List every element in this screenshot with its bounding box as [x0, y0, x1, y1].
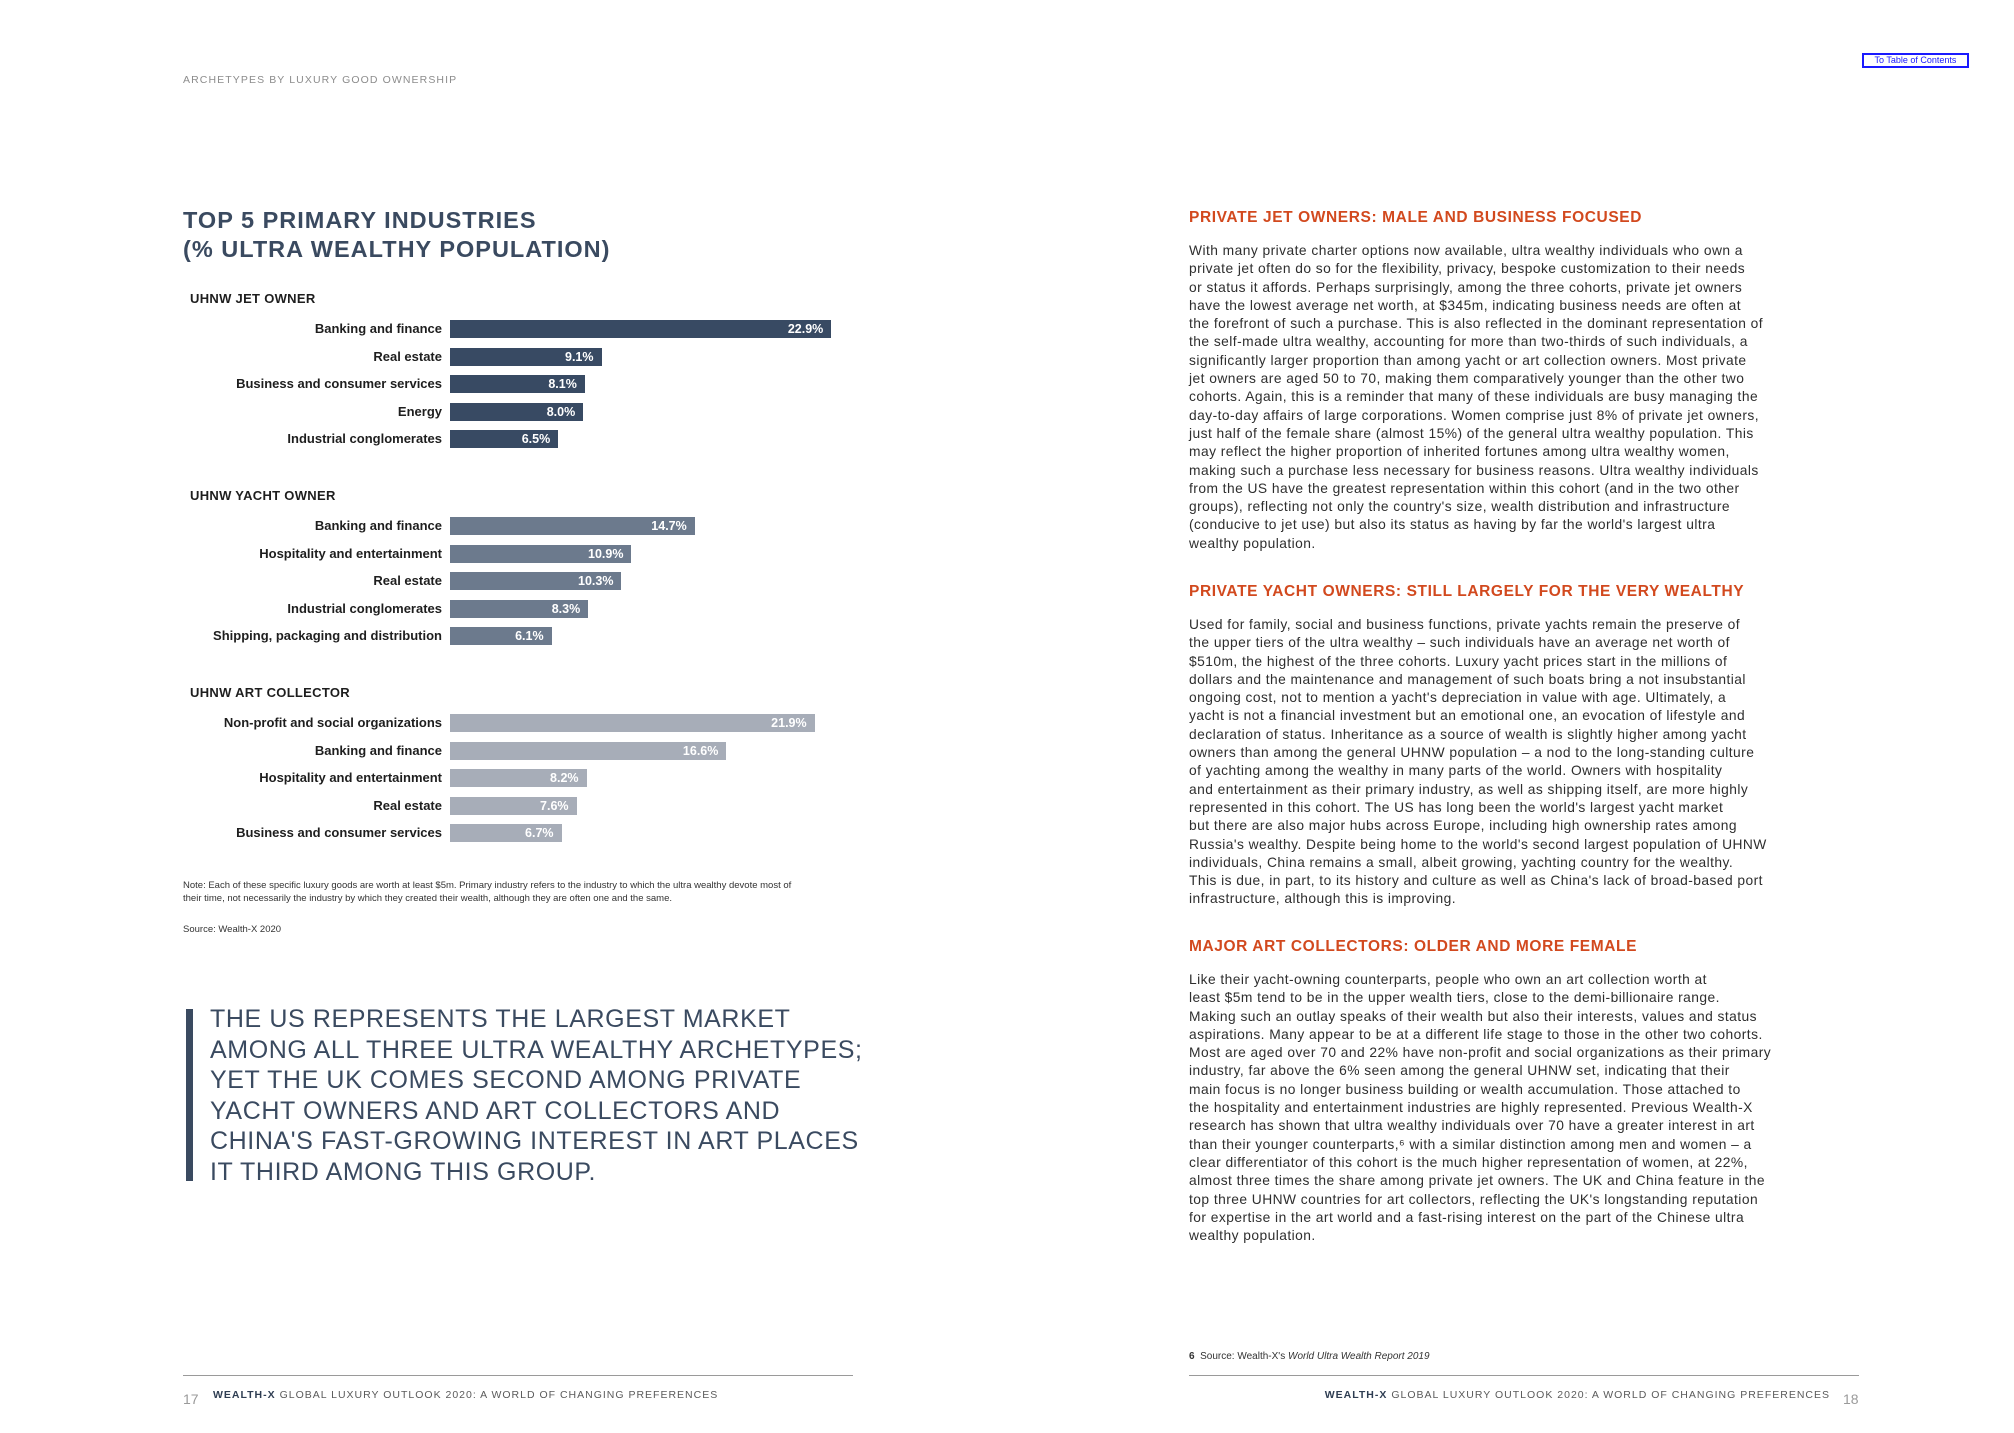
paragraph-line: $510m, the highest of the three cohorts. Luxury yacht prices start in the millions of	[1189, 653, 1728, 669]
chart-category-label: Business and consumer services	[236, 825, 442, 840]
paragraph-line: ongoing cost, not to mention a yacht's depreciation in value with age. Ultimately, a	[1189, 690, 1727, 706]
chart-title-line: TOP 5 PRIMARY INDUSTRIES	[183, 207, 537, 233]
chart-value-label: 14.7%	[651, 519, 687, 533]
quote-line: AMONG ALL THREE ULTRA WEALTHY ARCHETYPES;	[210, 1035, 863, 1064]
paragraph-line: yacht is not a financial investment but an emotional one, an evocation of lifestyle and	[1189, 708, 1746, 724]
footer-rule-left	[183, 1375, 853, 1376]
chart-category-label: Non-profit and social organizations	[223, 715, 442, 730]
paragraph-line: dollars and the maintenance and management of such boats bring a not insubstantial	[1189, 671, 1746, 687]
chart-value-label: 8.0%	[546, 404, 576, 419]
chart-value-label: 6.5%	[521, 432, 551, 446]
chart-value-label: 22.9%	[787, 322, 824, 336]
section-label: ARCHETYPES BY LUXURY GOOD OWNERSHIP	[183, 74, 458, 86]
paragraph-line: may reflect the higher proportion of inherited fortunes among ultra wealthy women,	[1189, 444, 1730, 460]
chart-group-title: UHNW YACHT OWNER	[190, 488, 336, 503]
chart-category-label: Real estate	[373, 797, 442, 813]
footer-brand: WEALTH-X	[213, 1389, 276, 1401]
chart-category-label: Business and consumer services	[236, 376, 442, 391]
page-number-right: 18	[1843, 1391, 1859, 1407]
paragraph-line: of yachting among the wealthy in many parts of the world. Owners with hospitality	[1189, 763, 1723, 779]
paragraph-line: Used for family, social and business functions, private yachts remain the preserve of	[1189, 617, 1741, 632]
quote-line: YACHT OWNERS AND ART COLLECTORS AND	[210, 1096, 781, 1125]
chart-category-label: Hospitality and entertainment	[259, 545, 442, 561]
paragraph-line: have the lowest average net worth, at $345m, indicating business needs are often at	[1189, 297, 1741, 313]
chart-source: Source: Wealth-X 2020	[183, 924, 282, 935]
paragraph-line: or status it affords. Perhaps surprisingly, among the three cohorts, private jet owners	[1189, 279, 1743, 295]
paragraph-line: from the US have the greatest representation within this cohort (and in the two other	[1189, 480, 1740, 496]
chart-value-label: 8.3%	[551, 601, 581, 616]
paragraph-line: individuals, China remains a small, albeit growing, yachting country for the wealthy.	[1189, 854, 1734, 870]
paragraph-line: just half of the female share (almost 15%) of the general ultra wealthy population. This	[1189, 425, 1754, 441]
paragraph-line: Like their yacht-owning counterparts, people who own an art collection worth at	[1189, 972, 1707, 987]
section-heading-yacht: PRIVATE YACHT OWNERS: STILL LARGELY FOR THE VERY WEALTHY	[1189, 583, 1745, 600]
chart-note: Note: Each of these specific luxury goods are worth at least $5m. Primary industry refers to the industry to which the ultra wealthy devote most of their time, not necessarily the industry by which they created their wealth, although they are often one and the same.	[183, 880, 792, 904]
paragraph-line: Making such an outlay speaks of their wealth but also their interests, values and status	[1189, 1008, 1758, 1024]
chart-category-label: Real estate	[373, 348, 442, 364]
footer-rule-right	[1189, 1375, 1859, 1376]
paragraph-line: least $5m tend to be in the upper wealth tiers, close to the demi-billionaire range.	[1189, 990, 1720, 1006]
chart-value-label: 6.7%	[525, 826, 554, 840]
paragraph-line: wealthy population.	[1189, 1228, 1316, 1244]
chart-value-label: 10.3%	[578, 574, 614, 588]
quote-line: IT THIRD AMONG THIS GROUP.	[210, 1157, 597, 1186]
chart-category-label: Industrial conglomerates	[287, 600, 442, 616]
chart-category-label: Shipping, packaging and distribution	[213, 628, 442, 643]
paragraph-line: wealthy population.	[1189, 535, 1316, 551]
paragraph-line: making such a purchase less necessary for business reasons. Ultra wealthy individuals	[1189, 462, 1759, 478]
paragraph-line: cohorts. Again, this is a reminder that many of these individuals are busy managing the	[1189, 389, 1759, 405]
chart-category-label: Real estate	[373, 573, 442, 588]
chart-category-label: Banking and finance	[314, 518, 442, 533]
paragraph-line: for expertise in the art world and a fast-rising interest on the part of the Chinese ultra	[1189, 1209, 1745, 1225]
page-number-left: 17	[183, 1391, 199, 1407]
chart-value-label: 9.1%	[565, 349, 594, 364]
paragraph-line: research has shown that ultra wealthy individuals over 70 have a greater interest in art	[1189, 1118, 1755, 1134]
paragraph-line: day-to-day affairs of large corporations. Women comprise just 8% of private jet owners,	[1189, 407, 1760, 423]
footnote	[1189, 1351, 1430, 1362]
footer-title: GLOBAL LUXURY OUTLOOK 2020: A WORLD OF CHANGING PREFERENCES	[1391, 1389, 1830, 1401]
paragraph-line: declaration of status. Inheritance as a source of wealth is slightly higher among yacht	[1189, 726, 1747, 742]
paragraph-line: significantly larger proportion than among yacht or art collection owners. Most private	[1189, 352, 1747, 368]
paragraph-line: private jet often do so for the flexibility, privacy, bespoke customization to their needs	[1189, 261, 1746, 277]
quote-line: THE US REPRESENTS THE LARGEST MARKET	[210, 1005, 791, 1033]
quote-line: YET THE UK COMES SECOND AMONG PRIVATE	[210, 1066, 802, 1094]
paragraph-line: the self-made ultra wealthy, accounting for more than two-thirds of such individuals, a	[1189, 334, 1748, 350]
footer-brand: WEALTH-X	[1324, 1389, 1388, 1401]
paragraph-line: This is due, in part, to its history and culture as well as China's lack of broad-based port	[1189, 873, 1763, 889]
chart-value-label: 8.2%	[550, 771, 579, 785]
paragraph-line: but there are also major hubs across Europe, including high ownership rates among	[1189, 818, 1737, 834]
chart-category-label: Hospitality and entertainment	[259, 770, 442, 785]
paragraph-line: (conducive to jet use) but also its status as having by far the world's largest ultra	[1189, 517, 1716, 533]
chart-title-line: (% ULTRA WEALTHY POPULATION)	[183, 236, 611, 262]
paragraph-line: infrastructure, although this is improving.	[1189, 891, 1457, 907]
section-body-art	[1189, 971, 1869, 1245]
footer-title-right	[1325, 1389, 1830, 1401]
chart-category-label: Banking and finance	[314, 742, 442, 758]
chart-group-title: UHNW JET OWNER	[190, 291, 316, 306]
paragraph-line: the upper tiers of the ultra wealthy – such individuals have an average net worth of	[1189, 635, 1730, 651]
footnote-number: 6	[1189, 1351, 1195, 1362]
table-of-contents-link[interactable]: To Table of Contents	[1862, 53, 1969, 68]
paragraph-line: and entertainment as their primary industry, as well as shipping itself, are more highly	[1189, 781, 1749, 797]
quote-accent-bar	[186, 1009, 193, 1181]
chart-category-label: Industrial conglomerates	[287, 431, 442, 446]
paragraph-line: jet owners are aged 50 to 70, making them comparatively younger than the other two	[1189, 371, 1745, 387]
paragraph-line: Most are aged over 70 and 22% have non-profit and social organizations as their primary	[1189, 1045, 1772, 1061]
chart-category-label: Energy	[397, 403, 442, 419]
paragraph-line: With many private charter options now available, ultra wealthy individuals who own a	[1189, 243, 1743, 258]
section-body-jet	[1189, 242, 1869, 553]
chart-group-title: UHNW ART COLLECTOR	[190, 685, 350, 700]
chart-value-label: 21.9%	[771, 716, 807, 730]
chart-title	[183, 206, 610, 264]
paragraph-line: Russia's wealthy. Despite being home to the world's second largest population of UHNW	[1189, 836, 1767, 852]
footnote-title: World Ultra Wealth Report 2019	[1288, 1351, 1430, 1362]
paragraph-line: top three UHNW countries for art collectors, reflecting the UK's longstanding reputation	[1189, 1191, 1759, 1207]
paragraph-line: almost three times the share among private jet owners. The UK and China feature in the	[1189, 1173, 1766, 1189]
chart-value-label: 7.6%	[540, 798, 569, 813]
section-heading-art: MAJOR ART COLLECTORS: OLDER AND MORE FEMALE	[1189, 938, 1638, 955]
section-heading-jet: PRIVATE JET OWNERS: MALE AND BUSINESS FOCUSED	[1189, 209, 1642, 226]
paragraph-line: clear differentiator of this cohort is the much higher representation of women, at 22%,	[1189, 1154, 1748, 1170]
chart-value-label: 10.9%	[588, 546, 624, 561]
paragraph-line: represented in this cohort. The US has long been the world's largest yacht market	[1189, 799, 1724, 815]
paragraph-line: aspirations. Many appear to be at a different life stage to those in the other two cohorts.	[1189, 1026, 1763, 1042]
pull-quote	[210, 1004, 870, 1187]
chart-category-label: Banking and finance	[314, 321, 442, 336]
paragraph-line: main focus is no longer business building or wealth accumulation. Those attached to	[1189, 1081, 1741, 1097]
chart-value-label: 8.1%	[548, 377, 577, 391]
section-body-yacht	[1189, 616, 1869, 909]
paragraph-line: the forefront of such a purchase. This is also reflected in the dominant representation of	[1189, 316, 1764, 332]
quote-line: CHINA'S FAST-GROWING INTEREST IN ART PLACES	[210, 1127, 859, 1155]
footnote-prefix: Source: Wealth-X's	[1200, 1351, 1288, 1362]
paragraph-line: the hospitality and entertainment industries are highly represented. Previous Wealth-X	[1189, 1100, 1753, 1116]
chart-value-label: 6.1%	[515, 629, 544, 643]
chart-value-label: 16.6%	[682, 743, 719, 758]
paragraph-line: groups), reflecting not only the country's size, wealth distribution and infrastructure	[1189, 499, 1731, 515]
paragraph-line: industry, far above the 6% seen among the general UHNW set, indicating that their	[1189, 1063, 1730, 1079]
paragraph-line: owners than among the general UHNW population – a nod to the long-standing culture	[1189, 745, 1755, 761]
footer-title-left	[213, 1389, 718, 1401]
footer-title: GLOBAL LUXURY OUTLOOK 2020: A WORLD OF CHANGING PREFERENCES	[279, 1389, 719, 1401]
paragraph-line: than their younger counterparts,⁶ with a similar distinction among men and women – a	[1189, 1136, 1752, 1152]
